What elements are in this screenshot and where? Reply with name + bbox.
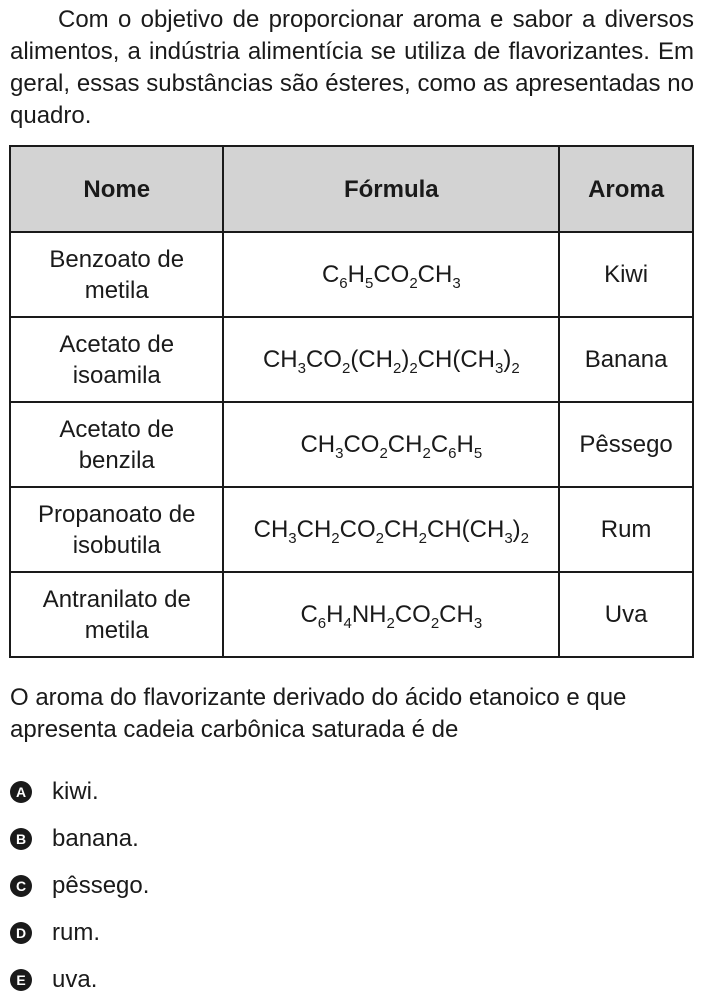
- option-letter-badge: D: [10, 922, 32, 944]
- formula-subscript: 4: [343, 615, 352, 632]
- formula-subscript: 3: [335, 445, 344, 462]
- option-c[interactable]: [10, 862, 149, 909]
- option-a[interactable]: [10, 768, 149, 815]
- formula-subscript: 2: [422, 445, 431, 462]
- formula-subscript: 2: [341, 360, 351, 377]
- formula-subscript: 3: [288, 530, 297, 547]
- option-d[interactable]: [10, 909, 149, 956]
- name-line: metila: [84, 276, 149, 304]
- formula-subscript: 2: [331, 530, 340, 547]
- name-line: Acetato de: [59, 415, 175, 443]
- option-letter-badge: B: [10, 828, 32, 850]
- cell-aroma: Banana: [559, 317, 693, 402]
- option-b[interactable]: [10, 815, 149, 862]
- cell-formula: [223, 487, 559, 572]
- intro-paragraph: Com o objetivo de proporcionar aroma e sabor a diversos alimentos, a indústria alimentícia se utiliza de flavorizantes. Em geral, essas substâncias são ésteres, como as apresentadas no quadro.: [10, 6, 694, 129]
- name-line: metila: [84, 616, 149, 644]
- table-row: [10, 232, 693, 317]
- table-row: [10, 572, 693, 657]
- name-line: isobutila: [72, 531, 161, 559]
- formula-subscript: 2: [511, 360, 520, 377]
- cell-formula: [223, 572, 559, 657]
- flavorizer-table: [9, 145, 694, 658]
- table-header-row: [10, 146, 693, 232]
- question-text: O aroma do flavorizante derivado do ácido etanoico e que apresenta cadeia carbônica saturada é de: [10, 684, 627, 743]
- formula-subscript: 6: [317, 615, 327, 632]
- table-row: [10, 317, 693, 402]
- option-letter-badge: C: [10, 875, 32, 897]
- option-text: uva.: [52, 965, 98, 993]
- name-line: Acetato de: [59, 330, 175, 358]
- formula-subscript: 2: [520, 530, 530, 547]
- cell-name: [10, 402, 223, 487]
- formula-subscript: 6: [448, 445, 457, 462]
- cell-formula: [223, 232, 559, 317]
- formula-subscript: 2: [375, 530, 384, 547]
- formula-subscript: 3: [494, 360, 504, 377]
- chemical-formula: $CH_3CO_2CH_2C_6H_5$: [300, 431, 483, 462]
- option-letter-badge: E: [10, 969, 32, 991]
- table-row: [10, 487, 693, 572]
- formula-subscript: 2: [409, 360, 418, 377]
- formula-subscript: 2: [379, 445, 388, 462]
- name-line: Propanoato de: [38, 500, 196, 528]
- option-text: banana.: [52, 824, 139, 852]
- option-text: kiwi.: [52, 777, 99, 805]
- formula-subscript: 2: [418, 530, 427, 547]
- formula-subscript: 3: [473, 615, 483, 632]
- header-aroma: Aroma: [559, 146, 693, 232]
- formula-subscript: 3: [297, 360, 306, 377]
- formula-subscript: 2: [409, 275, 418, 292]
- cell-name: [10, 232, 223, 317]
- cell-aroma: Uva: [559, 572, 693, 657]
- option-e[interactable]: [10, 956, 149, 1003]
- cell-name: [10, 487, 223, 572]
- formula-subscript: 2: [392, 360, 402, 377]
- name-line: benzila: [78, 446, 155, 474]
- formula-subscript: 5: [473, 445, 483, 462]
- name-line: isoamila: [72, 361, 161, 389]
- chemical-formula: $C_6H_4NH_2CO_2CH_3$: [300, 601, 483, 632]
- cell-formula: [223, 402, 559, 487]
- formula-subscript: 6: [339, 275, 348, 292]
- chemical-formula: $CH_3CO_2(CH_2)_2CH(CH_3)_2$: [262, 346, 520, 377]
- answer-options: [10, 768, 149, 1003]
- cell-aroma: Pêssego: [559, 402, 693, 487]
- cell-aroma: Kiwi: [559, 232, 693, 317]
- chemical-formula: $CH_3CH_2CO_2CH_2CH(CH_3)_2$: [253, 516, 530, 547]
- formula-subscript: 3: [504, 530, 513, 547]
- cell-name: [10, 572, 223, 657]
- name-line: Benzoato de: [49, 245, 185, 273]
- cell-name: [10, 317, 223, 402]
- header-name: Nome: [10, 146, 223, 232]
- formula-subscript: 3: [452, 275, 461, 292]
- name-line: Antranilato de: [42, 585, 191, 613]
- cell-formula: [223, 317, 559, 402]
- formula-subscript: 5: [364, 275, 374, 292]
- option-text: pêssego.: [52, 871, 150, 899]
- cell-aroma: Rum: [559, 487, 693, 572]
- formula-subscript: 2: [386, 615, 395, 632]
- option-letter-badge: A: [10, 781, 32, 803]
- table-row: [10, 402, 693, 487]
- formula-subscript: 2: [430, 615, 440, 632]
- chemical-formula: $C_6H_5CO_2CH_3$: [321, 261, 461, 292]
- option-text: rum.: [52, 918, 100, 946]
- header-formula: Fórmula: [223, 146, 559, 232]
